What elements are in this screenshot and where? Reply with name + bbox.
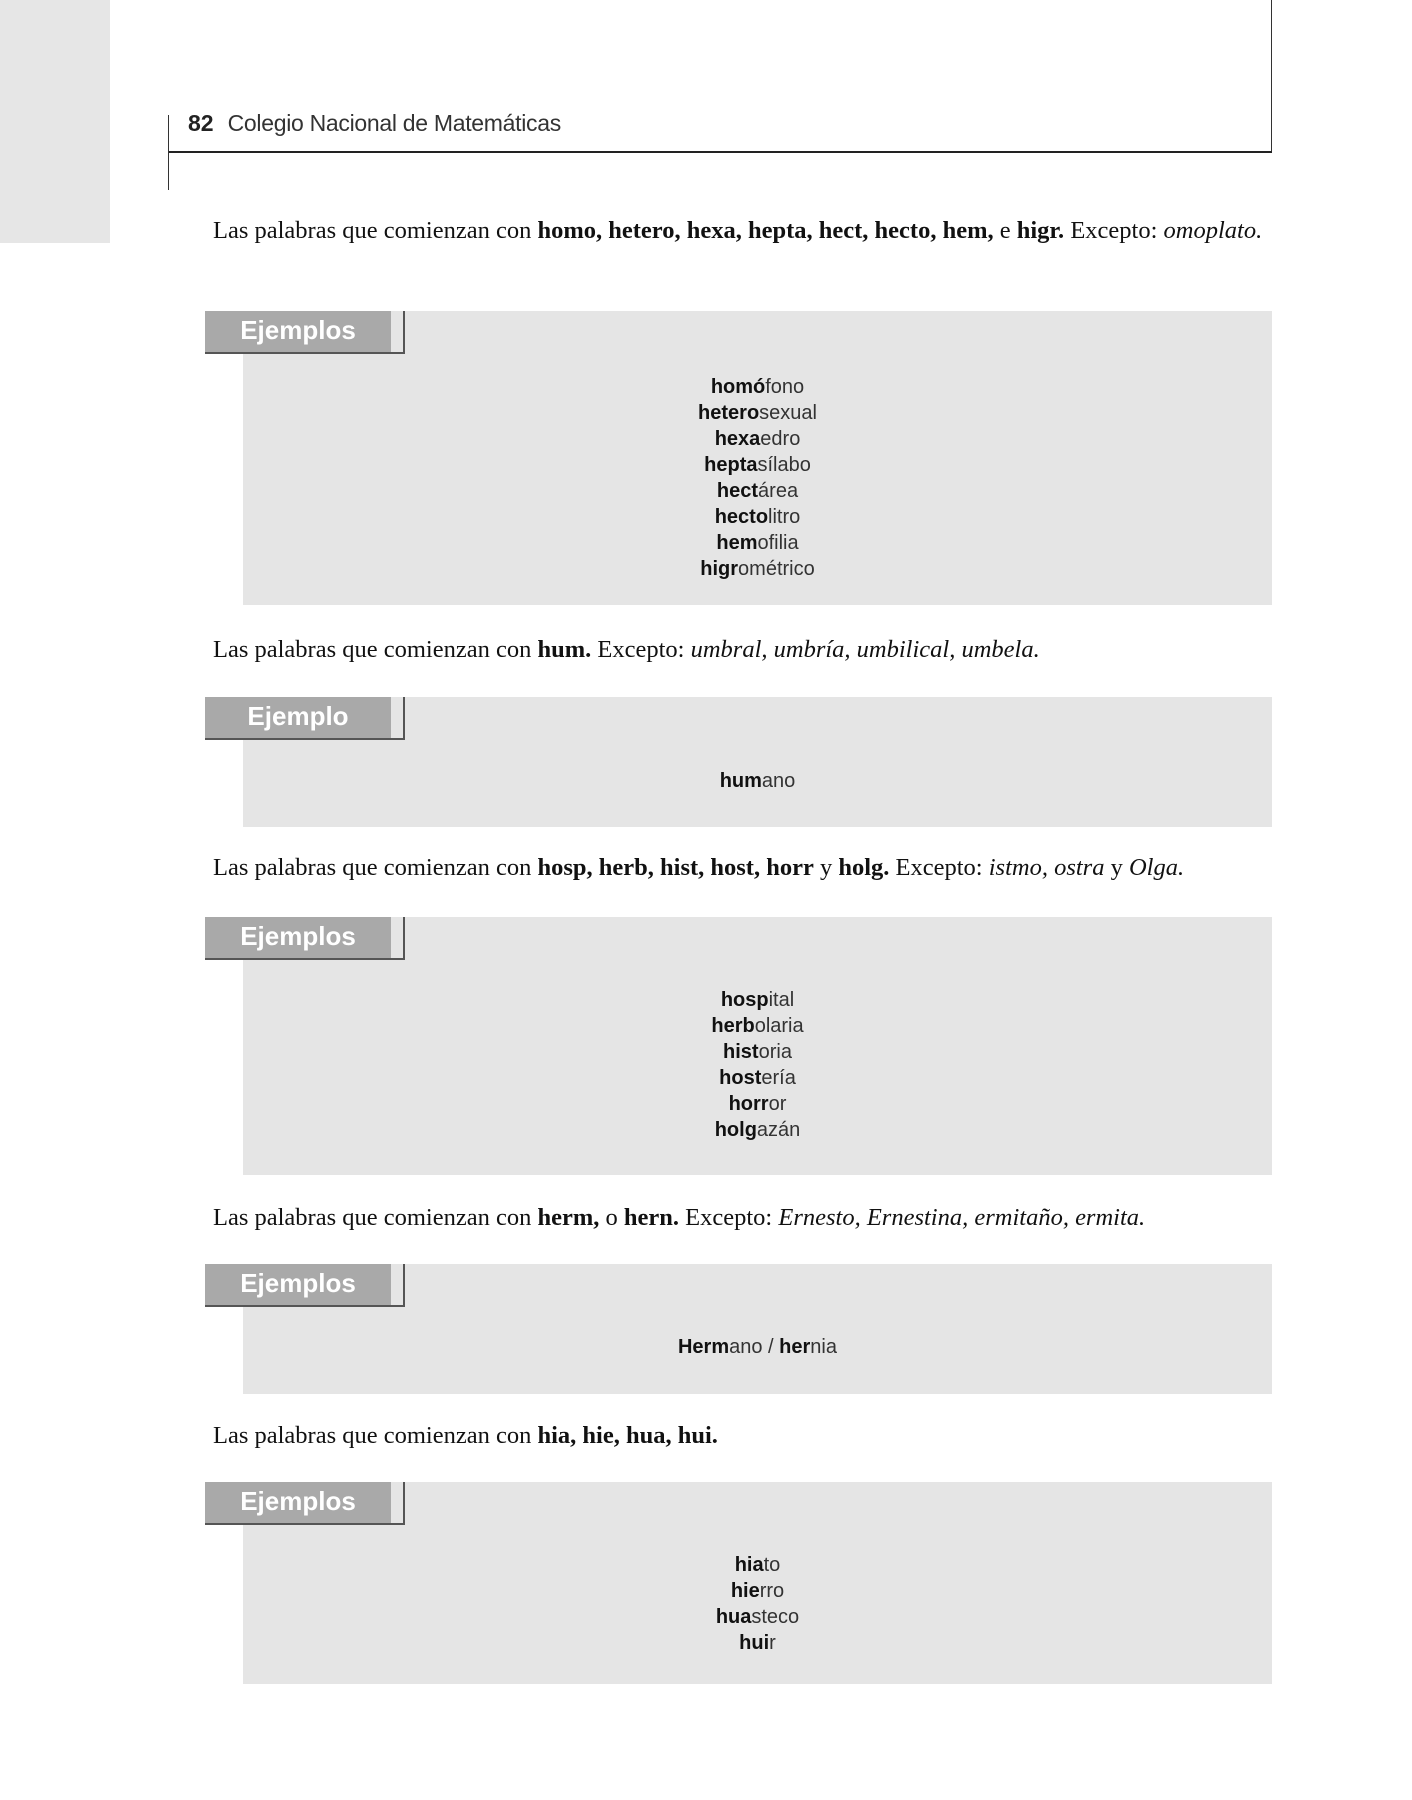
- exception-list: umbral, umbría, umbilical, umbela.: [690, 636, 1040, 663]
- prefix-list: hosp, herb, hist, host, horr: [537, 854, 814, 881]
- exception-list: omoplato.: [1163, 217, 1263, 244]
- example-word: [243, 1334, 1272, 1360]
- example-word: [243, 1013, 1272, 1039]
- rule-paragraph: [168, 633, 1272, 667]
- paragraph-text: Las palabras que comienzan con: [213, 1204, 538, 1231]
- word-prefix: hist: [723, 1041, 759, 1063]
- word-prefix: Herm: [677, 1336, 730, 1358]
- example-word: [243, 478, 1272, 504]
- paragraph-text: Excepto:: [679, 1204, 779, 1231]
- word-prefix: hum: [719, 770, 762, 792]
- word-rest: oria: [758, 1041, 792, 1063]
- word-prefix: hua: [715, 1606, 752, 1628]
- paragraph-text: Excepto:: [1064, 217, 1164, 244]
- word-rest: ería: [761, 1067, 796, 1089]
- word-rest: sílabo: [757, 454, 811, 476]
- word-prefix: holg: [714, 1119, 757, 1141]
- book-title: Colegio Nacional de Matemáticas: [227, 110, 561, 136]
- examples-tab-label: Ejemplos: [240, 921, 356, 951]
- paragraph-text: y: [813, 854, 839, 881]
- header-frame-left: [168, 115, 169, 190]
- example-word: [243, 400, 1272, 426]
- header-frame-right: [1271, 0, 1272, 152]
- example-word: [243, 768, 1272, 794]
- word-rest: litro: [768, 506, 801, 528]
- rule-paragraph: [168, 214, 1272, 248]
- word-prefix: hui: [739, 1632, 770, 1654]
- example-word: [243, 530, 1272, 556]
- paragraph-text: Las palabras que comienzan con: [213, 217, 538, 244]
- rule-paragraph: [168, 1201, 1272, 1235]
- example-word: [243, 1065, 1272, 1091]
- prefix-list: hia, hie, hua, hui.: [537, 1422, 718, 1449]
- word-prefix: hie: [730, 1580, 760, 1602]
- word-rest: or: [768, 1093, 787, 1115]
- example-word: [243, 504, 1272, 530]
- example-words: [243, 1334, 1272, 1360]
- page-number: 82: [188, 110, 214, 136]
- prefix-list: hum.: [537, 636, 592, 663]
- word-rest: ométrico: [738, 558, 815, 580]
- paragraph-text: Las palabras que comienzan con: [213, 636, 538, 663]
- word-prefix: hepta: [704, 454, 758, 476]
- examples-tab: [205, 1264, 405, 1307]
- word-prefix: hect: [716, 480, 759, 502]
- word-rest: rro: [759, 1580, 785, 1602]
- paragraph-text: Excepto:: [591, 636, 691, 663]
- examples-tab: [205, 917, 405, 960]
- example-word: [243, 1604, 1272, 1630]
- exception-list: istmo, ostra: [988, 854, 1105, 881]
- prefix-list: holg.: [838, 854, 890, 881]
- word-rest: ofilia: [757, 532, 799, 554]
- word-rest: fono: [765, 376, 805, 398]
- running-header: [188, 110, 561, 137]
- word-prefix: homó: [710, 376, 766, 398]
- example-word: [243, 426, 1272, 452]
- word-prefix: hia: [734, 1554, 764, 1576]
- header-rule: [168, 151, 1272, 153]
- examples-tab: [205, 697, 405, 740]
- word-prefix: hosp: [720, 989, 769, 1011]
- example-word: [243, 1091, 1272, 1117]
- examples-tab-label: Ejemplos: [240, 1486, 356, 1516]
- paragraph-text: Las palabras que comienzan con: [213, 854, 538, 881]
- word-rest: r: [769, 1632, 776, 1654]
- examples-tab: [205, 1482, 405, 1525]
- rule-paragraph: [168, 1419, 1272, 1453]
- word-rest: to: [763, 1554, 781, 1576]
- word-prefix: her: [779, 1336, 811, 1358]
- paragraph-text: y: [1104, 854, 1129, 881]
- exception-list: Ernesto, Ernestina, ermitaño, ermita.: [778, 1204, 1146, 1231]
- rule-paragraph: [168, 851, 1272, 885]
- exception-list: Olga.: [1128, 854, 1185, 881]
- example-words: [243, 1552, 1272, 1656]
- word-rest: azán: [756, 1119, 801, 1141]
- word-rest: ano /: [729, 1336, 780, 1358]
- word-rest: edro: [760, 428, 801, 450]
- word-rest: ano: [761, 770, 796, 792]
- word-prefix: host: [719, 1067, 762, 1089]
- page-edge-margin: [0, 0, 110, 243]
- paragraph-text: Excepto:: [889, 854, 989, 881]
- prefix-list: higr.: [1016, 217, 1065, 244]
- word-prefix: herb: [711, 1015, 755, 1037]
- examples-tab: [205, 311, 405, 354]
- paragraph-text: Las palabras que comienzan con: [213, 1422, 538, 1449]
- example-words: [243, 768, 1272, 794]
- word-prefix: higr: [700, 558, 739, 580]
- word-rest: ital: [768, 989, 795, 1011]
- prefix-list: homo, hetero, hexa, hepta, hect, hecto, hem,: [537, 217, 994, 244]
- examples-tab-label: Ejemplos: [240, 1268, 356, 1298]
- example-word: [243, 1039, 1272, 1065]
- examples-tab-label: Ejemplos: [240, 315, 356, 345]
- example-word: [243, 374, 1272, 400]
- word-prefix: hem: [716, 532, 758, 554]
- word-rest: sexual: [759, 402, 817, 424]
- word-rest: steco: [751, 1606, 800, 1628]
- example-word: [243, 987, 1272, 1013]
- example-words: [243, 374, 1272, 582]
- word-rest: nia: [810, 1336, 837, 1358]
- examples-tab-label: Ejemplo: [247, 701, 349, 731]
- word-prefix: hexa: [714, 428, 761, 450]
- example-word: [243, 1117, 1272, 1143]
- word-rest: área: [758, 480, 799, 502]
- example-word: [243, 452, 1272, 478]
- example-word: [243, 1552, 1272, 1578]
- example-words: [243, 987, 1272, 1143]
- example-word: [243, 556, 1272, 582]
- paragraph-text: e: [993, 217, 1017, 244]
- word-rest: olaria: [754, 1015, 804, 1037]
- paragraph-text: o: [599, 1204, 624, 1231]
- prefix-list: hern.: [623, 1204, 680, 1231]
- prefix-list: herm,: [537, 1204, 600, 1231]
- word-prefix: horr: [728, 1093, 769, 1115]
- word-prefix: hetero: [698, 402, 760, 424]
- word-prefix: hecto: [714, 506, 769, 528]
- example-word: [243, 1578, 1272, 1604]
- example-word: [243, 1630, 1272, 1656]
